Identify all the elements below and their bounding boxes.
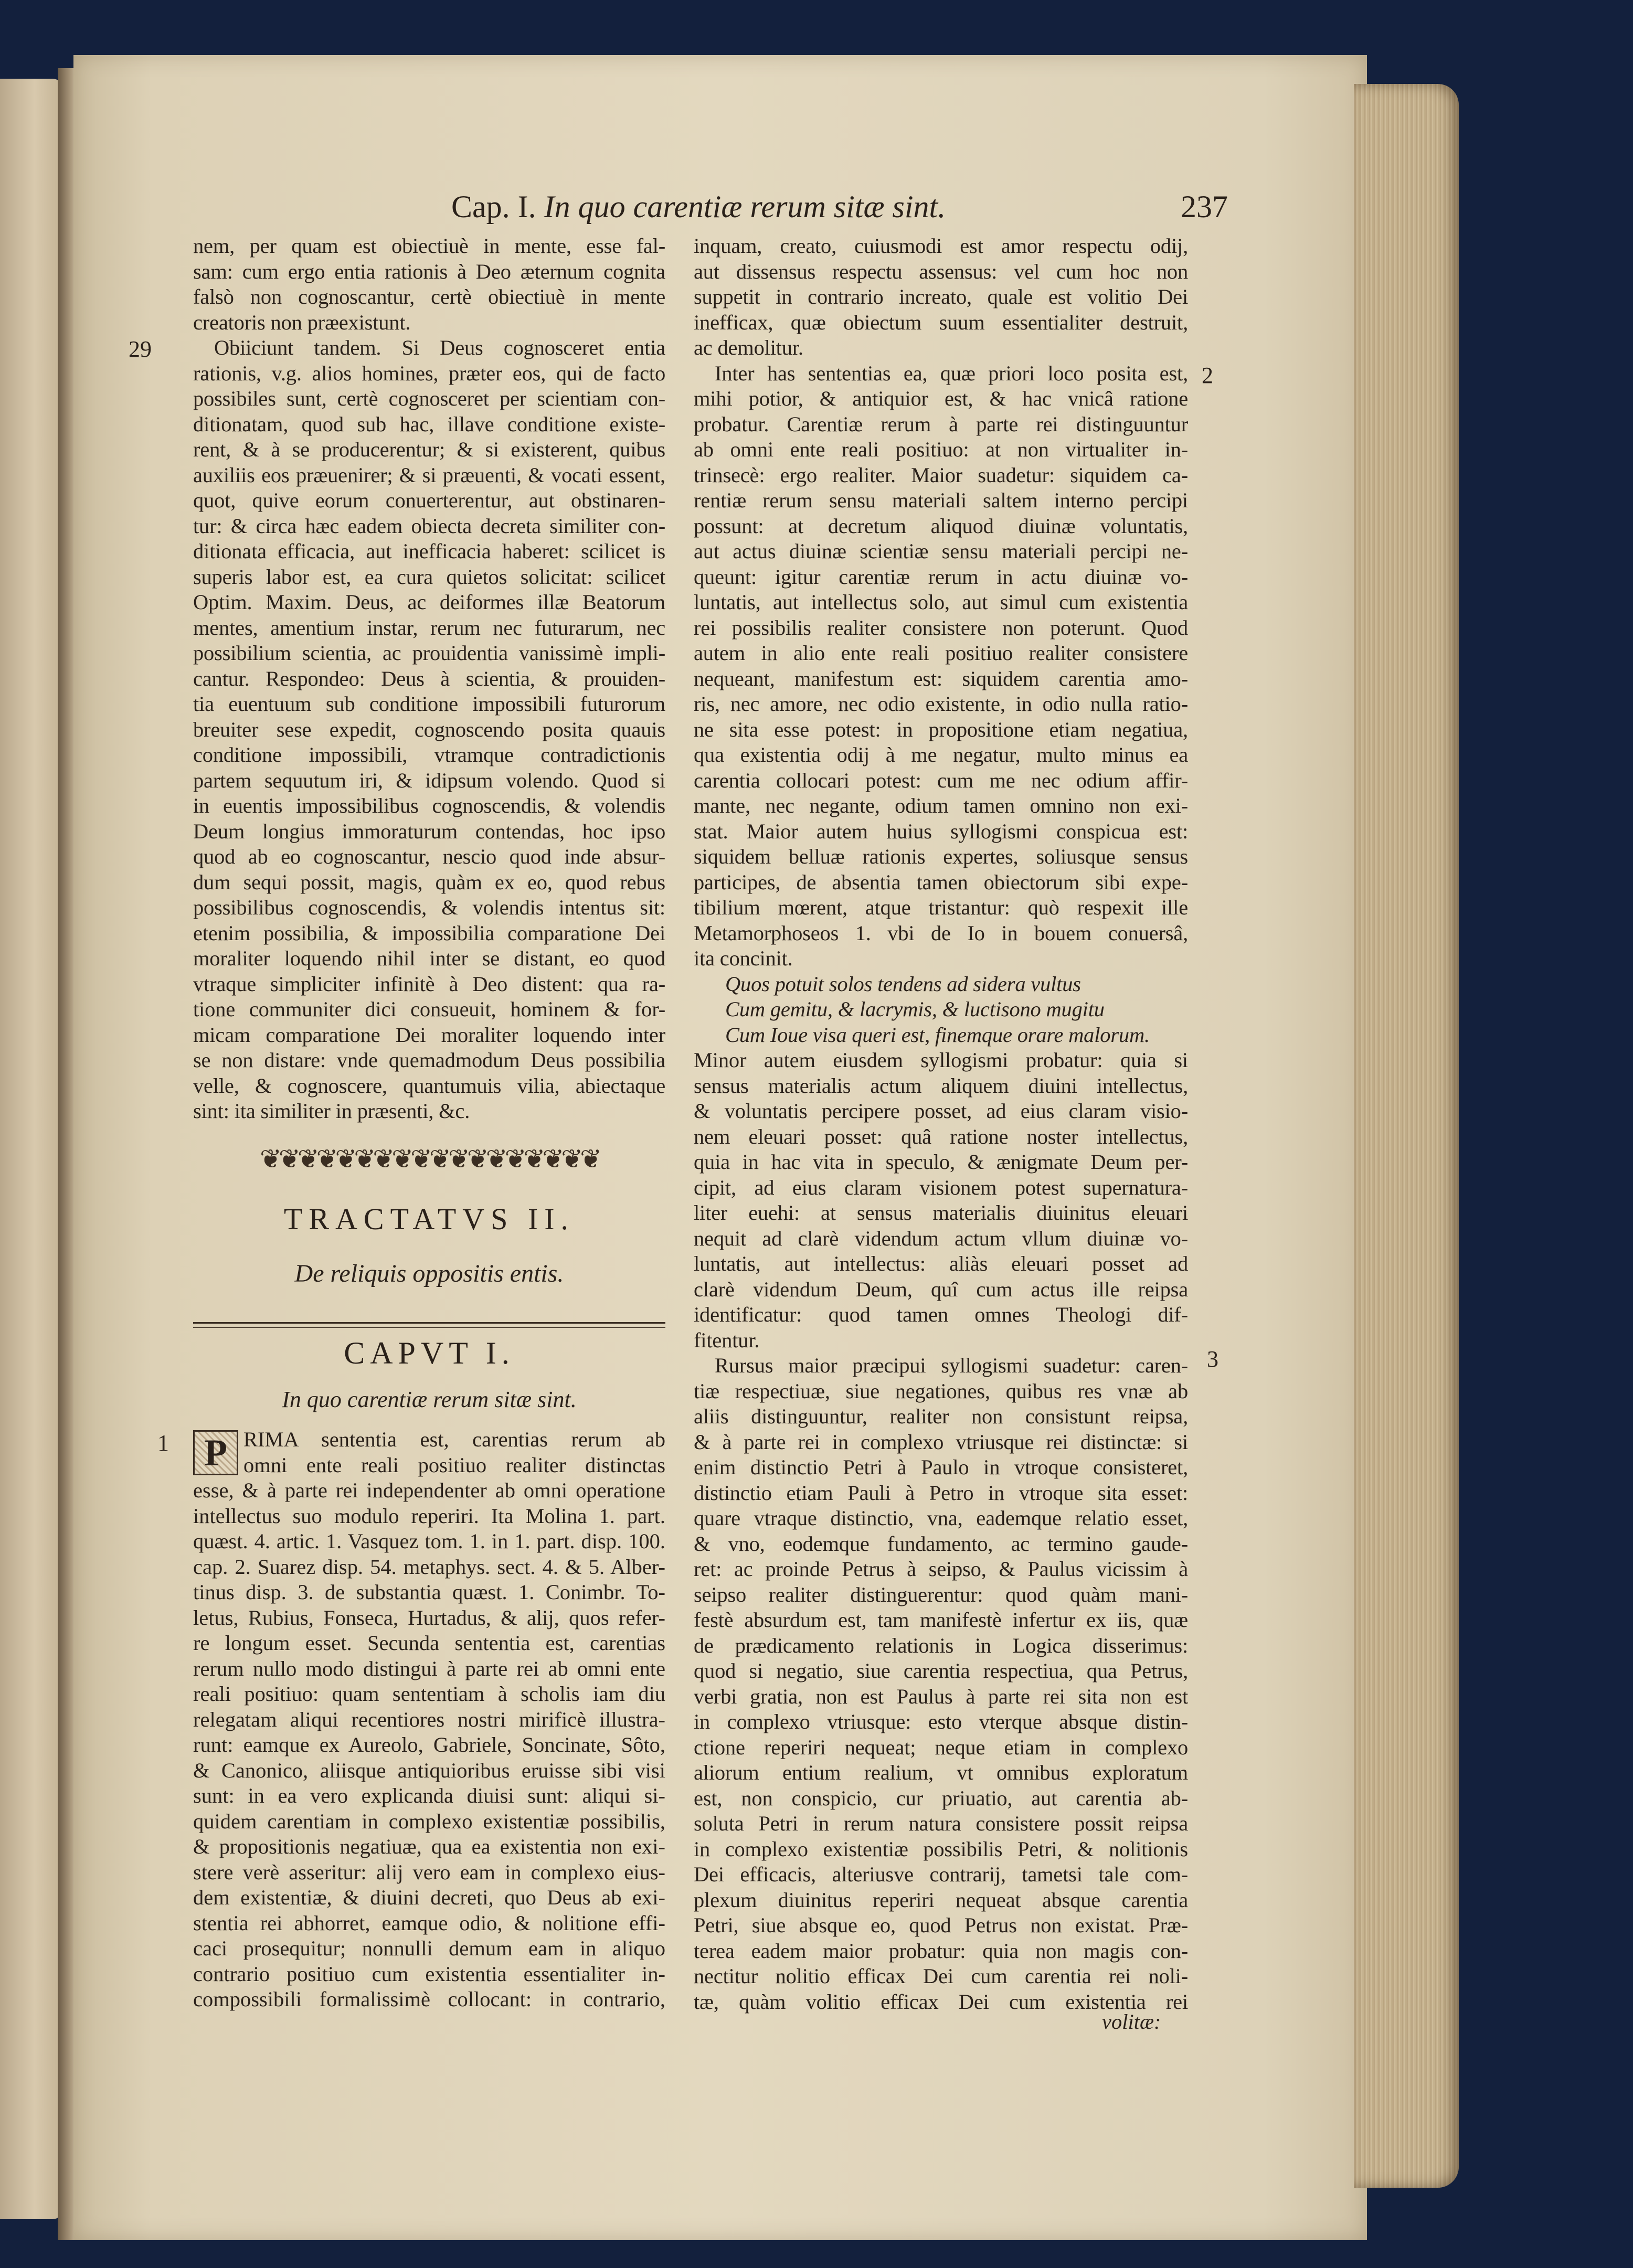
text-line: & propositionis negatiuæ, qua ea existentia non exi- [193,1835,665,1858]
text-line: re longum esset. Secunda sententia est, carentias [193,1631,665,1655]
caput-subtitle: In quo carentiæ rerum sitæ sint. [282,1387,577,1412]
text-line: sam: cum ergo entia rationis à Deo æternum cognita [193,259,665,283]
text-line: mihi potior, & antiquior est, & hac vnicâ ratione [694,387,1188,410]
text-line: probatur. Carentiæ rerum à parte rei distinguuntur [694,412,1188,436]
text-line: aliorum entium realium, vt omnibus exploratum [694,1761,1188,1784]
text-line: partem sequutum iri, & idipsum volendo. Quod si [193,768,665,792]
text-line: stat. Maior autem huius syllogismi conspicua est: [694,819,1188,843]
text-line: suppetit in contrario increato, quale est volitio Dei [694,285,1188,308]
text-line: mentes, amentium instar, rerum nec futurarum, nec [193,615,665,640]
running-title [451,189,946,225]
text-line: in euentis impossibilibus cognoscendis, & volendis [193,794,665,817]
facing-page-edge [0,79,63,2219]
text-line: breuiter sese expedit, cognoscendo posita quauis [193,717,665,741]
margin-number: 3 [1207,1346,1218,1372]
text-line: rerum nullo modo distingui à parte rei ab omni ente [193,1656,665,1680]
text-line: nem eleuari posset: quâ ratione noster intellectus, [694,1124,1188,1148]
text-line: quidem carentiam in complexo existentiæ possibilis, [193,1809,665,1833]
text-line: RIMA sententia est, carentias rerum ab [243,1428,665,1451]
text-line: possunt: at decretum aliquod diuinæ voluntatis, [694,514,1188,538]
rule-thin [193,1327,665,1328]
text-line: siquidem belluæ rationis expertes, soliusque sensus [694,845,1188,868]
text-line: & à parte rei in complexo vtriusque rei distinctæ: si [694,1430,1188,1454]
text-line: vtraque simpliciter infinitè à Deo distent: qua ra- [193,972,665,996]
text-line: runt: eamque ex Aureolo, Gabriele, Soncinate, Sôto, [193,1733,665,1756]
text-line: rentiæ rerum sensu materiali saltem interno percipi [694,488,1188,512]
text-line: etenim possibilia, & impossibilia comparatione Dei [193,921,665,945]
text-line: cap. 2. Suarez disp. 54. metaphys. sect. 4. & 5. Alber- [193,1554,665,1579]
margin-number: 2 [1202,363,1213,388]
text-line: ita concinit. [694,946,793,970]
running-title-prefix: Cap. I. [451,189,536,224]
text-line: plexum diuinitus reperiri nequeat absque carentia [694,1888,1188,1912]
right-column-text [694,233,1188,2015]
text-line: in complexo vtriusque: esto vterque absque distin- [694,1710,1188,1733]
text-line: Metamorphoseos 1. vbi de Io in bouem conuersâ, [694,921,1188,945]
text-line: Obiiciunt tandem. Si Deus cognosceret entia [214,336,665,359]
left-column-text [193,233,665,1124]
text-line: terea eadem maior probatur: quia non magis con- [694,1939,1188,1963]
text-line: nem, per quam est obiectiuè in mente, esse fal- [193,234,665,258]
text-line: identificatur: quod tamen omnes Theologi dif- [694,1303,1188,1326]
text-line: carentia collocari potest: cum me nec odium affir- [694,768,1188,792]
left-column-caput-text [193,1427,665,2013]
text-line: se non distare: vnde quemadmodum Deus possibilia [193,1048,665,1072]
text-line: fitentur. [694,1328,760,1352]
text-line: cipit, ad eius claram visionem potest supernatura- [694,1175,1188,1199]
text-line: & Canonico, aliisque antiquioribus eruisse sibi visi [193,1758,665,1782]
text-line: creatoris non præexistunt. [193,310,411,334]
text-line: tæ, quàm volitio efficax Dei cum existentia rei [694,1989,1188,2014]
text-line: rei possibilis realiter consistere non poterunt. Quod [694,615,1188,640]
text-line: Optim. Maxim. Deus, ac deiformes illæ Beatorum [193,590,665,614]
text-line: nequit ad clarè videndum actum vllum diuinæ vo- [694,1226,1188,1250]
text-line: in complexo existentiæ possibilis Petri, & nolitionis [694,1837,1188,1861]
text-line: de prædicamento relationis in Logica disserimus: [694,1633,1188,1657]
text-line: participes, de absentia tamen obiectorum sibi expe- [694,870,1188,894]
text-line: reali positiuo: quam sententiam à scholis iam diu [193,1682,665,1706]
text-line: compossibili formalissimè collocant: in contrario, [193,1987,665,2011]
text-line: tinus disp. 3. de substantia quæst. 1. Conimbr. To- [193,1580,665,1604]
tractatus-title: TRACTATVS II. [283,1202,575,1236]
text-line: sensus materialis actum aliquem diuini intellectus, [694,1073,1188,1098]
text-line: letus, Rubius, Fonseca, Hurtadus, & alij, quos refer- [193,1605,665,1630]
catchword: volitæ: [1102,2010,1161,2033]
text-line: festè absurdum est, tam manifestè infertur ex iis, quæ [694,1608,1188,1632]
text-line: omni ente reali positiuo realiter distinctas [243,1453,665,1477]
text-line: Petri, siue absque eo, quod Petrus non existat. Præ- [694,1913,1188,1937]
text-line: tia euentuum sub conditione impossibili futurorum [193,692,665,716]
text-line: aut dissensus respectu assensus: vel cum hoc non [694,259,1188,283]
text-line: quod si negatio, siue carentia respectiua, qua Petrus, [694,1659,1188,1683]
text-line: esse, & à parte rei independenter ab omni operatione [193,1478,665,1502]
tractatus-subtitle: De reliquis oppositis entis. [294,1260,564,1287]
text-line: tibilium mœrent, atque tristantur: quò respexit ille [694,896,1188,919]
text-line: autem in alio ente reali positiuo realiter consistere [694,641,1188,665]
text-line: quæst. 4. artic. 1. Vasquez tom. 1. in 1. part. disp. 100. [193,1529,665,1553]
text-line: dem existentiæ, & diuini decreti, quo Deus ab exi- [193,1886,665,1909]
text-line: possibilium scientia, ac prouidentia vanissimè impli- [193,641,665,665]
text-line: Rursus maior præcipui syllogismi suadetur: caren- [715,1354,1188,1377]
caput-title: CAPVT I. [344,1336,515,1370]
text-line: nectitur nolitio efficax Dei cum carentia rei noli- [694,1964,1188,1988]
text-line: contrario positiuo cum existentia essentialiter in- [193,1962,665,1986]
text-line: trinsecè: ergo realiter. Maior suadetur: siquidem ca- [694,463,1188,487]
text-line: Inter has sententias ea, quæ priori loco posita est, [715,361,1188,385]
verse-line: Quos potuit solos tendens ad sidera vultus [725,972,1081,996]
text-line: & vno, eodemque fundamento, ac termino gaude- [694,1531,1188,1556]
text-line: ret: ac proinde Petrus à seipso, & Paulus vicissim à [694,1557,1188,1581]
text-line: conditione impossibili, vtramque contradictionis [193,743,665,766]
text-line: Deum longius immoraturum contendas, hoc ipso [193,819,665,843]
text-line: velle, & cognoscere, quantumuis vilia, abiectaque [193,1073,665,1098]
text-line: sunt: in ea vero explicanda diuisi sunt: aliqui si- [193,1784,665,1807]
text-line: rent, & à se producerentur; & si existerent, quibus [193,438,665,461]
verse-line: Cum Ioue visa queri est, finemque orare malorum. [725,1023,1150,1047]
text-line: stentia rei abhorret, eamque odio, & nolitione effi- [193,1911,665,1935]
text-line: ne sita esse potest: in propositione etiam negatiua, [694,717,1188,741]
text-line: intellectus suo modulo reperiri. Ita Molina 1. part. [193,1504,665,1528]
rule-thick [193,1322,665,1324]
text-line: distinctio etiam Pauli à Petro in vtroque sita esset: [694,1481,1188,1505]
text-line: est, non conspicio, cur priuatio, aut carentia ab- [694,1786,1188,1810]
text-line: Dei efficacis, alteriusve contrarij, tametsi tale com- [694,1862,1188,1886]
verse-line: Cum gemitu, & lacrymis, & luctisono mugitu [725,997,1105,1021]
text-line: rationis, v.g. alios homines, præter eos, qui de facto [193,361,665,385]
text-line: enim distinctio Petri à Paulo in vtroque consisteret, [694,1455,1188,1479]
text-line: luntatis, aut intellectus: aliàs eleuari posset ad [694,1252,1188,1275]
ornament-band: ❦❦❦❦❦❦❦❦❦❦❦❦❦❦❦❦❦❦ [259,1144,599,1174]
text-line: superis labor est, ea cura quietos solicitat: scilicet [193,565,665,589]
text-line: nequeant, manifestum est: siquidem carentia amo- [694,666,1188,690]
text-line: possibiles sunt, certè cognosceret per scientiam con- [193,387,665,410]
text-line: micam comparatione Dei moraliter loquendo inter [193,1023,665,1047]
text-line: possibilibus cognoscendis, & volendis intentus sit: [193,896,665,919]
text-line: inquam, creato, cuiusmodi est amor respectu odij, [694,234,1188,258]
text-line: clarè videndum Deum, quî cum actus ille reipsa [694,1277,1188,1301]
text-line: luntatis, aut intellectus solo, aut simul cum existentia [694,590,1188,614]
text-line: Minor autem eiusdem syllogismi probatur: quia si [694,1048,1188,1072]
margin-number: 29 [129,336,152,362]
text-line: dum sequi possit, magis, quàm ex eo, quod rebus [193,870,665,894]
text-line: sint: ita similiter in præsenti, &c. [193,1099,470,1123]
text-line: falsò non cognoscantur, certè obiectiuè in mente [193,285,665,308]
text-line: liter euehi: at sensus materialis diuinitus eleuari [694,1201,1188,1224]
text-line: & voluntatis percipere posset, ad eius claram visio- [694,1099,1188,1123]
text-line: ab omni ente reali positiuo: at non virtualiter in- [694,438,1188,461]
text-line: ditionata efficacia, aut inefficacia haberet: scilicet is [193,539,665,563]
text-line: qua existentia odij à me negatur, multo minus ea [694,743,1188,766]
page-number: 237 [1181,189,1228,224]
drop-capital: P [193,1430,238,1475]
text-line: seipso realiter distinguerentur: quod quàm mani- [694,1582,1188,1606]
text-line: quod ab eo cognoscantur, nescio quod inde absur- [193,845,665,868]
page-block-edge [1354,84,1459,2188]
margin-number: 1 [157,1430,169,1456]
text-line: relegatam aliqui recentiores nostri mirificè illustra- [193,1707,665,1731]
text-line: mante, nec negante, odium tamen omnino non exi- [694,794,1188,817]
text-line: tur: & circa hæc eadem obiecta decreta similiter con- [193,514,665,538]
text-line: moraliter loquendo nihil inter se distant, eo quod [193,946,665,970]
text-line: soluta Petri in rerum natura consistere possit reipsa [694,1812,1188,1835]
text-line: ac demolitur. [694,336,803,359]
text-line: stere verè asseritur: alij vero eam in complexo eius- [193,1860,665,1884]
text-line: caci prosequitur; nonnulli demum eam in aliquo [193,1936,665,1960]
text-line: ctione reperiri nequeat; neque etiam in complexo [694,1735,1188,1759]
text-line: aliis distinguuntur, realiter non consistunt reipsa, [694,1404,1188,1428]
text-line: ris, nec amore, nec odio existente, in odio nulla ratio- [694,692,1188,716]
text-line: ditionatam, quod sub hac, illave conditione existe- [193,412,665,436]
running-header [451,189,1228,231]
text-line: auxiliis eos præuenirer; & si præuenti, & vocati essent, [193,463,665,487]
text-line: queunt: igitur carentiæ rerum in actu diuinæ vo- [694,565,1188,589]
text-line: cantur. Respondeo: Deus à scientia, & prouiden- [193,666,665,690]
text-line: tione communiter dici consueuit, hominem & for- [193,997,665,1021]
text-line: quia in hac vita in speculo, & ænigmate Deum per- [694,1150,1188,1174]
text-line: verbi gratia, non est Paulus à parte rei sita non est [694,1684,1188,1708]
text-line: tiæ respectiuæ, siue negationes, quibus res vnæ ab [694,1379,1188,1403]
running-title-italic: In quo carentiæ rerum sitæ sint. [544,189,946,224]
text-line: quare vtraque distinctio, vna, eademque relatio esset, [694,1506,1188,1530]
text-line: quot, quive eorum conuerterentur, aut obstinaren- [193,488,665,512]
text-line: aut actus diuinæ scientiæ sensu materiali percipi ne- [694,539,1188,563]
text-line: inefficax, quæ obiectum suum essentialiter destruit, [694,310,1188,334]
